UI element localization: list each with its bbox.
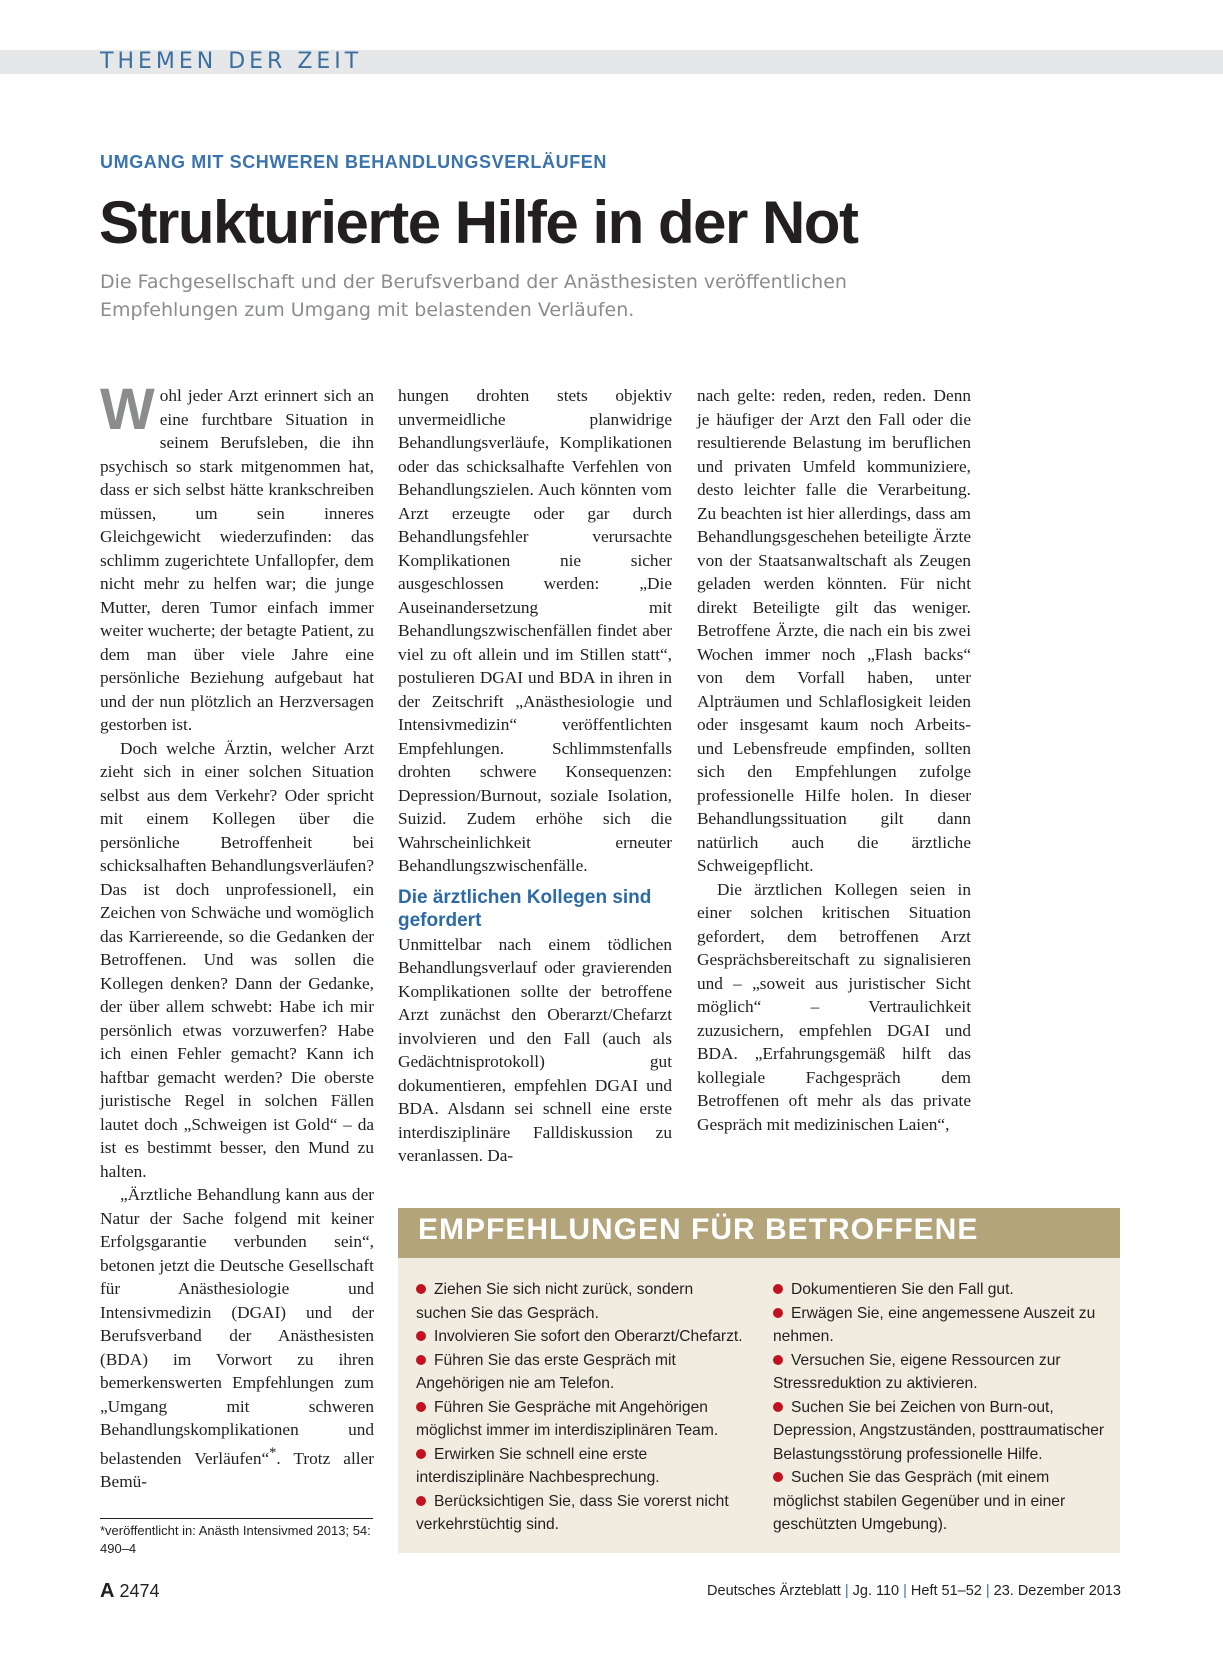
list-item-text: Führen Sie das erste Gespräch mit Angehörigen nie am Telefon. — [416, 1351, 676, 1392]
bullet-icon — [773, 1472, 783, 1482]
list-item — [416, 1490, 746, 1537]
bullet-icon — [416, 1331, 426, 1341]
journal-info — [707, 1583, 1121, 1599]
bullet-icon — [416, 1355, 426, 1365]
footnote-marker: * — [269, 1444, 277, 1461]
section-label: THEMEN DER ZEIT — [100, 49, 363, 74]
list-item-text: Erwirken Sie schnell eine erste interdisziplinäre Nachbesprechung. — [416, 1445, 660, 1486]
page-number — [100, 1580, 160, 1603]
paragraph-3-end: . Trotz aller Bemü- — [100, 1448, 374, 1491]
paragraph-5: Unmittelbar nach einem tödlichen Behandlungsverlauf oder gravierenden Komplikationen sollte der betroffene Arzt zunächst den Oberarzt/Chefarzt involvieren und den Fall (auch als Gedächtnisprotokoll) gut dokumentieren, empfehlen DGAI und BDA. Alsdann sei schnell eine erste interdisziplinäre Falldiskussion zu veranlassen. Da- — [398, 934, 672, 1165]
bullet-icon — [416, 1402, 426, 1412]
list-item — [416, 1325, 746, 1349]
list-item-text: Versuchen Sie, eigene Ressourcen zur Stressreduktion zu aktivieren. — [773, 1351, 1061, 1392]
list-item-text: Involvieren Sie sofort den Oberarzt/Chefarzt. — [434, 1328, 743, 1345]
paragraph-2: Doch welche Ärztin, welcher Arzt zieht sich in einer solchen Situation selbst aus dem Verkehr? Oder spricht mit einem Kollegen über die persönliche Betroffenheit bei schicksalhaften Behandlungsverläufen? Das ist doch unprofessionell, ein Zeichen von Schwäche und womöglich das Karriereende, so die Gedanken der Betroffenen. Und was sollen die Kollegen denken? Dann der Gedanke, der über allem schwebt: Habe ich mir persönlich etwas vorzuwerfen? Habe ich einen Fehler gemacht? Kann ich haftbar gemacht werden? Die oberste juristische Regel in solchen Fällen lautet doch „Schweigen ist Gold“ – da ist es bestimmt besser, den Mund zu halten. — [100, 738, 374, 1181]
list-item — [416, 1443, 746, 1490]
bullet-icon — [773, 1402, 783, 1412]
bullet-icon — [416, 1449, 426, 1459]
column-2 — [398, 384, 672, 1168]
article-title: Strukturierte Hilfe in der Not — [99, 189, 858, 256]
article-lede: Die Fachgesellschaft und der Berufsverband der Anästhesisten veröffentlichen Empfehlungen zum Umgang mit belastenden Verläufen. — [100, 271, 847, 321]
paragraph-1 — [100, 377, 374, 737]
paragraph-1-text: ohl jeder Arzt erinnert sich an eine furchtbare Situation in seinem Berufsleben, die ihn psychisch so stark mitgenommen hat, dass er sich selbst hätte krankschreiben müssen, um sein inneres Gleichgewicht wiederzufinden: das schlimm zugerichtete Unfallopfer, dem nicht mehr zu helfen war; die junge Mutter, deren Tumor einfach immer weiter wucherte; der betagte Patient, zu dem man über viele Jahre eine persönliche Beziehung aufgebaut hat und der nun plötzlich an Herzversagen gestorben ist. — [100, 386, 374, 734]
list-item — [416, 1349, 746, 1396]
bullet-icon — [773, 1355, 783, 1365]
column-3 — [697, 384, 971, 1136]
separator: | — [903, 1583, 907, 1599]
article-kicker: UMGANG MIT SCHWEREN BEHANDLUNGSVERLÄUFEN — [100, 152, 607, 172]
paragraph-4: hungen drohten stets objektiv unvermeidliche planwidrige Behandlungsverläufe, Komplikationen oder das schicksalhafte Verfehlen von Behandlungszielen. Auch könnten vom Arzt erzeugte oder gar durch Behandlungsfehler verursachte Komplikationen nie sicher ausgeschlossen werden: „Die Auseinandersetzung mit Behandlungszwischenfällen findet aber viel zu oft allein und im Stillen statt“, postulieren DGAI und BDA in ihren in der Zeitschrift „Anästhesiologie und Intensivmedizin“ veröffentlichten Empfehlungen. Schlimmstenfalls drohten schwere Konsequenzen: Depression/Burnout, soziale Isolation, Suizid. Zudem erhöhe sich die Wahrscheinlichkeit erneuter Behandlungszwischenfälle. — [398, 386, 672, 875]
paragraph-6: nach gelte: reden, reden, reden. Denn je häufiger der Arzt den Fall oder die resultierende Belastung im beruflichen und privaten Umfeld kommuniziere, desto leichter falle die Verarbeitung. Zu beachten ist hier allerdings, dass am Behandlungsgeschehen beteiligte Ärzte von der Staatsanwaltschaft als Zeugen geladen werden könnten. Für nicht direkt Beteiligte gilt das weniger. Betroffene Ärzte, die nach ein bis zwei Wochen immer noch „Flash backs“ von dem Vorfall haben, unter Alpträumen und Schlaflosigkeit leiden oder insgesamt kaum noch Arbeits- und Lebensfreude empfinden, sollten sich den Empfehlungen zufolge professionelle Hilfe holen. In dieser Behandlungssituation gilt dann natürlich auch die ärztliche Schweigepflicht. — [697, 386, 971, 875]
drop-cap: W — [100, 377, 155, 442]
list-item — [773, 1466, 1105, 1537]
bullet-icon — [416, 1496, 426, 1506]
list-item-text: Führen Sie Gespräche mit Angehörigen möglichst immer im interdisziplinären Team. — [416, 1398, 719, 1439]
list-item-text: Suchen Sie bei Zeichen von Burn-out, Depression, Angstzuständen, posttraumatischer Belastungsstörung professionelle Hilfe. — [773, 1398, 1105, 1463]
list-item — [773, 1302, 1105, 1349]
journal-issue: Heft 51–52 — [910, 1583, 982, 1599]
paragraph-7: Die ärztlichen Kollegen seien in einer solchen kritischen Situation gefordert, dem betroffenen Arzt Gesprächsbereitschaft zu signalisieren und – „soweit aus juristischer Sicht möglich“ – Vertraulichkeit zuzusichern, empfehlen DGAI und BDA. „Erfahrungsgemäß hilft das kollegiale Fachgespräch dem Betroffenen oft mehr als das private Gespräch mit medizinischen Laien“, — [697, 879, 971, 1134]
list-item-text: Erwägen Sie, eine angemessene Auszeit zu nehmen. — [773, 1304, 1096, 1345]
paragraph-3-text: „Ärztliche Behandlung kann aus der Natur der Sache folgend mit keiner Erfolgsgarantie verbunden sein“, betonen jetzt die Deutsche Gesellschaft für Anästhesiologie und Intensivmedizin (DGAI) und der Berufsverband der Anästhesisten (BDA) im Vorwort zu ihren bemerkenswerten Empfehlungen zum „Umgang mit schweren Behandlungskomplikationen und belastenden Verläufen“ — [100, 1185, 374, 1468]
list-item — [416, 1278, 746, 1325]
list-item-text: Ziehen Sie sich nicht zurück, sondern suchen Sie das Gespräch. — [416, 1281, 694, 1322]
page-prefix: A — [100, 1580, 115, 1602]
infobox-title: EMPFEHLUNGEN FÜR BETROFFENE — [418, 1213, 979, 1246]
page-number-value: 2474 — [119, 1581, 160, 1601]
list-item-text: Dokumentieren Sie den Fall gut. — [791, 1281, 1014, 1298]
infobox-list-left — [416, 1278, 746, 1537]
list-item-text: Suchen Sie das Gespräch (mit einem möglichst stabilen Gegenüber und in einer geschützten Umgebung). — [773, 1469, 1066, 1533]
bullet-icon — [416, 1284, 426, 1294]
journal-name: Deutsches Ärzteblatt — [707, 1583, 841, 1599]
column-1 — [100, 377, 374, 1493]
list-item-text: Berücksichtigen Sie, dass Sie vorerst nicht verkehrstüchtig sind. — [416, 1492, 729, 1533]
footnote-rule — [100, 1518, 373, 1519]
subheading: Die ärztlichen Kollegen sind gefordert — [398, 886, 652, 931]
journal-volume: Jg. 110 — [852, 1583, 900, 1599]
infobox-list-right — [773, 1278, 1105, 1537]
paragraph-3 — [100, 1183, 374, 1493]
bullet-icon — [773, 1284, 783, 1294]
footnote: *veröffentlicht in: Anästh Intensivmed 2013; 54: 490–4 — [100, 1523, 371, 1556]
list-item — [773, 1278, 1105, 1302]
separator: | — [844, 1583, 849, 1599]
separator: | — [985, 1583, 990, 1599]
journal-date: 23. Dezember 2013 — [993, 1583, 1121, 1599]
list-item — [773, 1349, 1105, 1396]
list-item — [416, 1396, 746, 1443]
list-item — [773, 1396, 1105, 1467]
bullet-icon — [773, 1308, 783, 1318]
